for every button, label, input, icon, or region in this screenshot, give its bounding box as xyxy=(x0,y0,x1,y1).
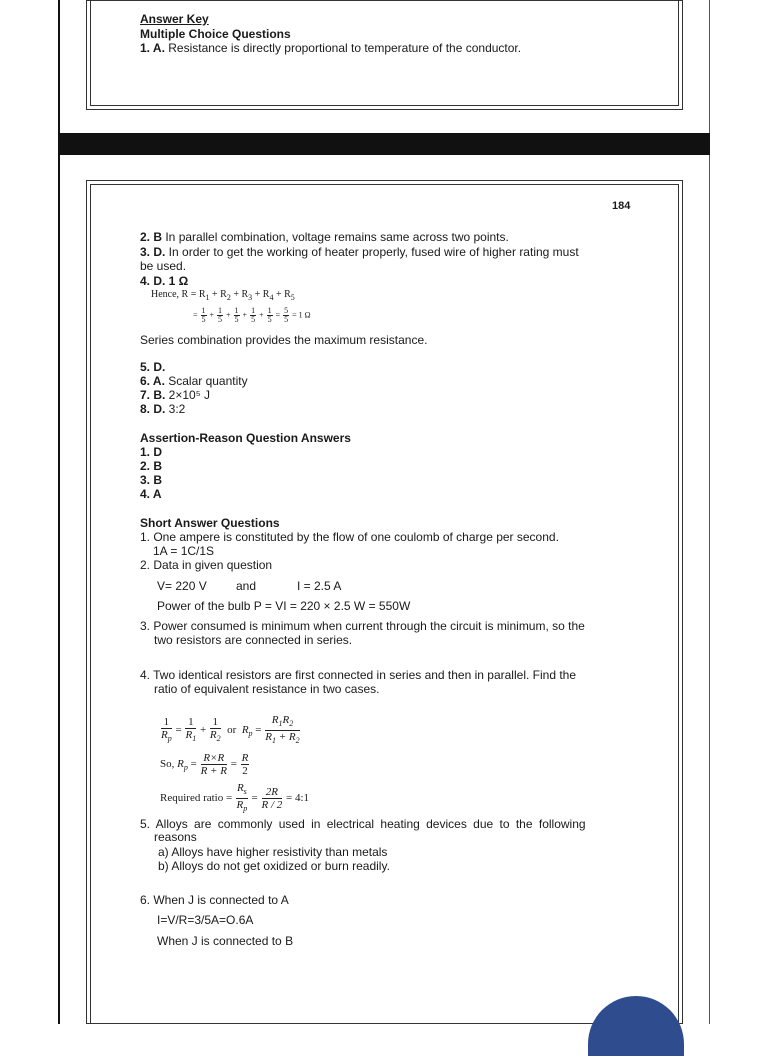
mcq-answer-6: 6. A. Scalar quantity xyxy=(140,374,248,388)
sa-answer-5-b: b) Alloys do not get oxidized or burn readily. xyxy=(158,859,390,873)
sa-power: Power of the bulb P = VI = 220 × 2.5 W = 550W xyxy=(157,599,411,613)
sa-answer-6-current: I=V/R=3/5A=O.6A xyxy=(157,913,254,927)
sa-answer-4: 4. Two identical resistors are first connected in series and then in parallel. Find the xyxy=(140,668,577,682)
sa-and: and xyxy=(236,579,257,593)
series-statement: Series combination provides the maximum resistance. xyxy=(140,333,428,347)
sa-answer-2: 2. Data in given question xyxy=(140,558,273,572)
ar-answer-4: 4. A xyxy=(140,487,162,501)
ar-answer-1: 1. D xyxy=(140,445,163,459)
mcq-answer-8: 8. D. 3:2 xyxy=(140,402,186,416)
short-answer-heading: Short Answer Questions xyxy=(140,516,280,530)
assertion-reason-heading: Assertion-Reason Question Answers xyxy=(140,431,351,445)
page-number: 184 xyxy=(612,200,631,212)
ar-answer-3: 3. B xyxy=(140,473,163,487)
sa-voltage: V= 220 V xyxy=(157,579,207,593)
sa-current: I = 2.5 A xyxy=(297,579,342,593)
answer-key-heading: Answer Key xyxy=(140,12,209,26)
mcq-answer-3-cont: be used. xyxy=(140,259,187,273)
sa-answer-6: 6. When J is connected to A xyxy=(140,893,289,907)
hence-fraction-sum: = $\frac{1}{5}$ + $\frac{1}{5}$ + $\frac{1}{5}$ + $\frac{1}{5}$ + $\frac{1}{5}$ = $\frac{5}{5}$ = 1 Ω xyxy=(193,306,311,324)
sa-answer-5-cont: reasons xyxy=(154,830,197,844)
parallel-equation: $\frac{1}{R_p}$ = $\frac{1}{R_1}$ + $\frac{1}{R_2}$ or $R_p$ = $\frac{R_1R_2}{R_1 + R_2}$ xyxy=(161,714,300,746)
mcq-answer-5: 5. D. xyxy=(140,360,166,374)
sa-answer-4-cont: ratio of equivalent resistance in two cases. xyxy=(154,682,380,696)
sa-answer-3: 3. Power consumed is minimum when current through the circuit is minimum, so the xyxy=(140,619,585,633)
sa-answer-5: 5. Alloys are commonly used in electrical heating devices due to the following xyxy=(140,817,586,831)
sa-answer-6-b: When J is connected to B xyxy=(157,934,294,948)
sa-answer-3-cont: two resistors are connected in series. xyxy=(154,633,353,647)
ar-answer-2: 2. B xyxy=(140,459,163,473)
mcq-heading: Multiple Choice Questions xyxy=(140,27,291,41)
mcq-answer-3: 3. D. In order to get the working of heater properly, fused wire of higher rating must xyxy=(140,245,579,259)
sa-answer-1-unit: 1A = 1C/1S xyxy=(153,544,215,558)
page-separator-band xyxy=(58,133,710,155)
so-equation: So, $R_p$ = $\frac{R\times R}{R + R}$ = $\frac{R}{2}$ xyxy=(160,752,249,777)
required-ratio-equation: Required ratio = $\frac{R_s}{R_p}$ = $\frac{2R}{R / 2}$ = 4:1 xyxy=(160,782,310,814)
mcq-answer-7: 7. B. 2×10⁵ J xyxy=(140,388,211,402)
mcq-answer-4: 4. D. 1 Ω xyxy=(140,274,189,288)
mcq-answer-1: 1. A. Resistance is directly proportional to temperature of the conductor. xyxy=(140,41,522,55)
mcq-answer-2: 2. B In parallel combination, voltage remains same across two points. xyxy=(140,230,509,244)
sa-answer-5-a: a) Alloys have higher resistivity than metals xyxy=(158,845,388,859)
hence-equation: Hence, $R = R_1 + R_2 + R_3 + R_4 + R_5$ xyxy=(151,289,295,302)
sa-answer-1: 1. One ampere is constituted by the flow of one coulomb of charge per second. xyxy=(140,530,559,544)
